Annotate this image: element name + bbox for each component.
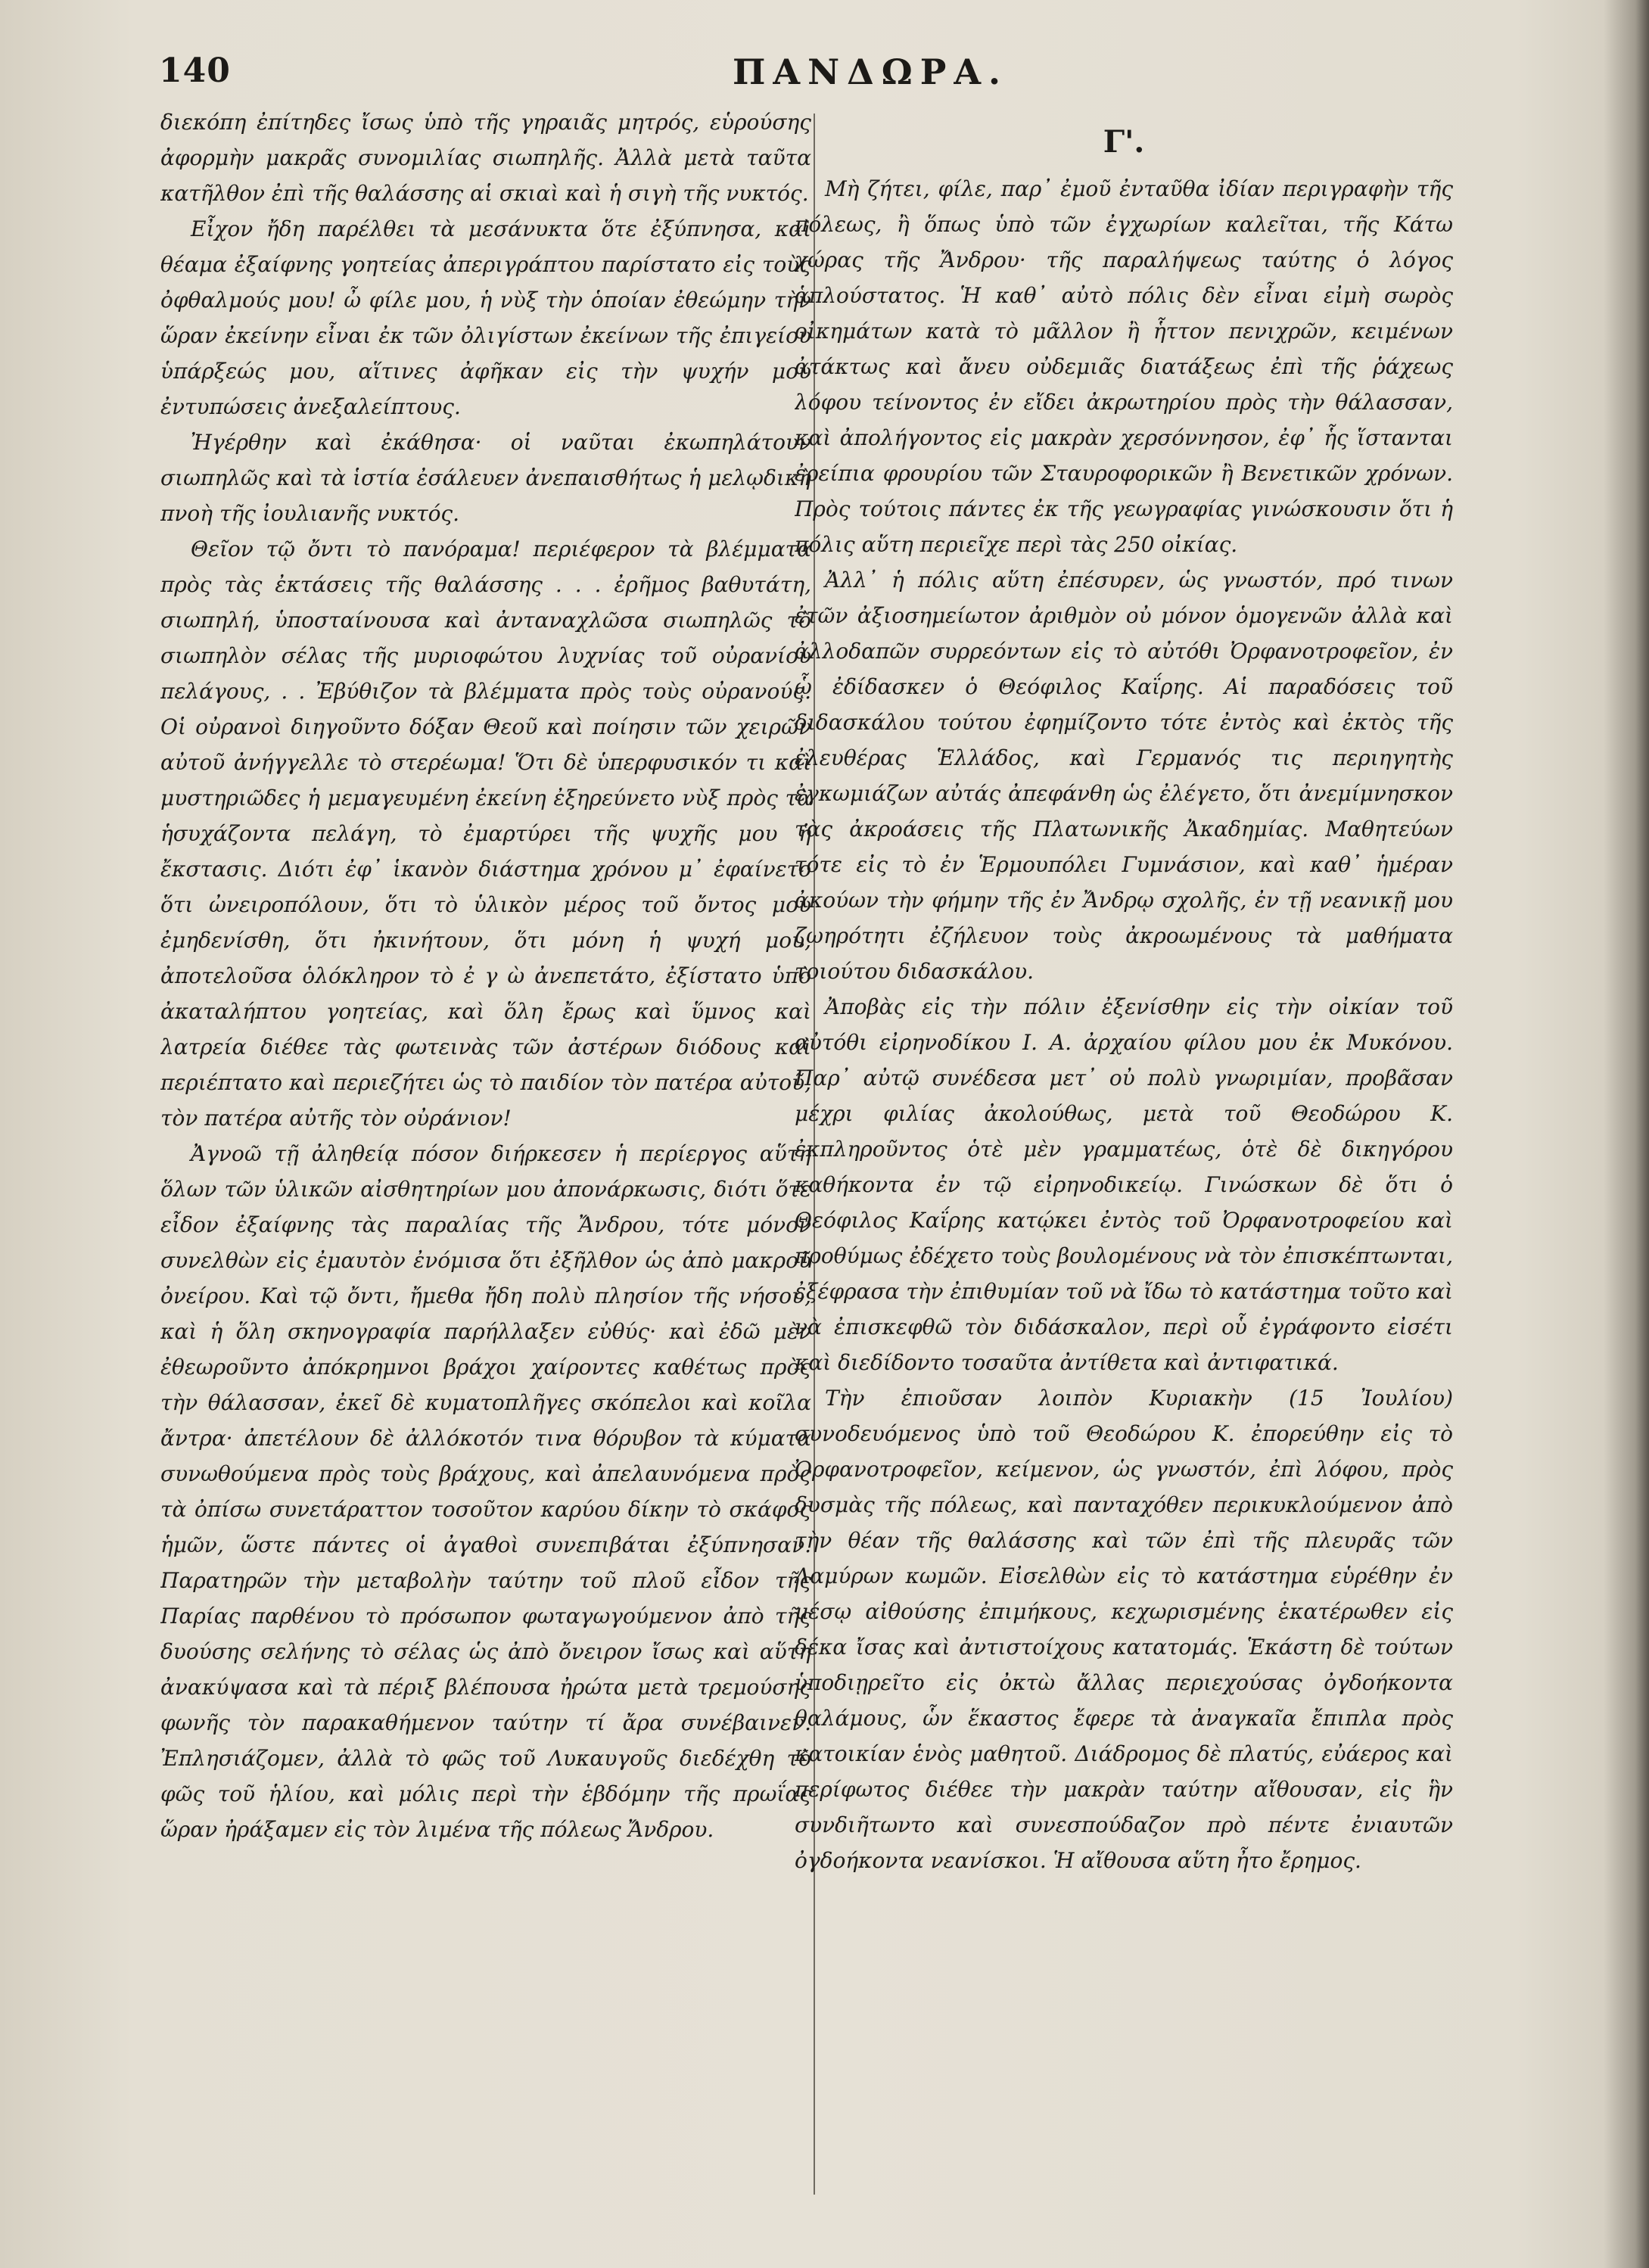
paragraph: Ἠγέρθην καὶ ἐκάθησα· οἱ ναῦται ἐκωπηλάτουν σιωπηλῶς καὶ τὰ ἱστία ἐσάλευεν ἀνεπαισθήτως ἡ μελῳδικὴ πνοὴ τῆς ἰουλιανῆς νυκτός. xyxy=(160,430,811,526)
paragraph: Ἀλλ᾽ ἡ πόλις αὕτη ἐπέσυρεν, ὡς γνωστόν, πρό τινων ἐτῶν ἀξιοσημείωτον ἀριθμὸν οὐ μόνον ὁμογενῶν ἀλλὰ καὶ ἀλλοδαπῶν συρρεόντων εἰς τὸ αὐτόθι Ὀρφανοτροφεῖον, ἐν ᾧ ἐδίδασκεν ὁ Θεόφιλος Καΐρης. Αἱ παραδόσεις τοῦ διδασκάλου τούτου ἐφημίζοντο τότε ἐντὸς καὶ ἐκτὸς τῆς ἐλευθέρας Ἑλλάδος, καὶ Γερμανός τις περιηγητὴς ἐγκωμιάζων αὐτάς ἀπεφάνθη ὡς ἐλέγετο, ὅτι ἀνεμίμνησκον τὰς ἀκροάσεις τῆς Πλατωνικῆς Ἀκαδημίας. Μαθητεύων τότε εἰς τὸ ἐν Ἑρμουπόλει Γυμνάσιον, καὶ καθ᾽ ἡμέραν ἀκούων τὴν φήμην τῆς ἐν Ἄνδρῳ σχολῆς, ἐν τῇ νεανικῇ μου ζωηρότητι ἐζήλευον τοὺς ἀκροωμένους τὰ μαθήματα τοιούτου διδασκάλου. xyxy=(795,568,1453,984)
page-header xyxy=(159,51,1582,112)
running-title: ΠΑΝΔΩΡΑ. xyxy=(732,51,1009,92)
paragraph: Μὴ ζήτει, φίλε, παρ᾽ ἐμοῦ ἐνταῦθα ἰδίαν περιγραφὴν τῆς πόλεως, ἢ ὅπως ὑπὸ τῶν ἐγχωρίων καλεῖται, τῆς Κάτω χώρας τῆς Ἄνδρου· τῆς παραλήψεως ταύτης ὁ λόγος ἁπλούστατος. Ἡ καθ᾽ αὐτὸ πόλις δὲν εἶναι εἰμὴ σωρὸς οἰκημάτων κατὰ τὸ μᾶλλον ἢ ἧττον πενιχρῶν, κειμένων ἀτάκτως καὶ ἄνευ οὐδεμιᾶς διατάξεως ἐπὶ τῆς ῥάχεως λόφου τείνοντος ἐν εἴδει ἀκρωτηρίου πρὸς τὴν θάλασσαν, καὶ ἀπολήγοντος εἰς μακρὰν χερσόννησον, ἐφ᾽ ἧς ἵστανται ἐρείπια φρουρίου τῶν Σταυροφορικῶν ἢ Βενετικῶν χρόνων. Πρὸς τούτοις πάντες ἐκ τῆς γεωγραφίας γινώσκουσιν ὅτι ἡ πόλις αὕτη περιεῖχε περὶ τὰς 250 οἰκίας. xyxy=(795,176,1453,557)
paragraph: Ἀγνοῶ τῇ ἀληθείᾳ πόσον διήρκεσεν ἡ περίεργος αὕτη ὅλων τῶν ὑλικῶν αἰσθητηρίων μου ἀπονάρκωσις, διότι ὅτε εἶδον ἐξαίφνης τὰς παραλίας τῆς Ἄνδρου, τότε μόνον συνελθὼν εἰς ἐμαυτὸν ἐνόμισα ὅτι ἐξῆλθον ὡς ἀπὸ μακροῦ ὀνείρου. Καὶ τῷ ὄντι, ἤμεθα ἤδη πολὺ πλησίον τῆς νήσου, καὶ ἡ ὅλη σκηνογραφία παρήλλαξεν εὐθύς· καὶ ἐδῶ μὲν ἐθεωροῦντο ἀπόκρημνοι βράχοι χαίροντες καθέτως πρὸς τὴν θάλασσαν, ἐκεῖ δὲ κυματοπλῆγες σκόπελοι καὶ κοῖλα ἄντρα· ἀπετέλουν δὲ ἀλλόκοτόν τινα θόρυβον τὰ κύματα συνωθούμενα πρὸς τοὺς βράχους, καὶ ἀπελαυνόμενα πρὸς τὰ ὀπίσω συνετάραττον τοσοῦτον καρύου δίκην τὸ σκάφος ἡμῶν, ὥστε πάντες οἱ ἀγαθοὶ συνεπιβάται ἐξύπνησαν. Παρατηρῶν τὴν μεταβολὴν ταύτην τοῦ πλοῦ εἶδον τῆς Παρίας παρθένου τὸ πρόσωπον φωταγωγούμενον ἀπὸ τῆς δυούσης σελήνης τὸ σέλας ὡς ἀπὸ ὄνειρον ἴσως καὶ αὕτη ἀνακύψασα καὶ τὰ πέριξ βλέπουσα ἠρώτα μετὰ τρεμούσης φωνῆς τὸν παρακαθήμενον ταύτην τί ἄρα συνέβαινεν. Ἐπλησιάζομεν, ἀλλὰ τὸ φῶς τοῦ Λυκαυγοῦς διεδέχθη τὸ φῶς τοῦ ἡλίου, καὶ μόλις περὶ τὴν ἑβδόμην τῆς πρωΐας ὥραν ἠράξαμεν εἰς τὸν λιμένα τῆς πόλεως Ἄνδρου. xyxy=(160,1141,811,1842)
page-number: 140 xyxy=(159,51,231,90)
binding-shadow xyxy=(1604,0,1649,2268)
paragraph: Θεῖον τῷ ὄντι τὸ πανόραμα! περιέφερον τὰ βλέμματα πρὸς τὰς ἐκτάσεις τῆς θαλάσσης . . . ἐρῆμος βαθυτάτη, σιωπηλή, ὑποσταίνουσα καὶ ἀνταναχλῶσα σιωπηλῶς τὸ σιωπηλὸν σέλας τῆς μυριοφώτου λυχνίας τοῦ οὐρανίου πελάγους, . . Ἐβύθιζον τὰ βλέμματα πρὸς τοὺς οὐρανούς. Οἱ οὐρανοὶ διηγοῦντο δόξαν Θεοῦ καὶ ποίησιν τῶν χειρῶν αὐτοῦ ἀνήγγελλε τὸ στερέωμα! Ὅτι δὲ ὑπερφυσικόν τι καὶ μυστηριῶδες ἡ μεμαγευμένη ἐκείνη ἐξηρεύνετο νὺξ πρὸς τὰ ἡσυχάζοντα πελάγη, τὸ ἐμαρτύρει τῆς ψυχῆς μου ἡ ἔκστασις. Διότι ἐφ᾽ ἱκανὸν διάστημα χρόνου μ᾽ ἐφαίνετο ὅτι ὠνειροπόλουν, ὅτι τὸ ὑλικὸν μέρος τοῦ ὄντος μου ἐμηδενίσθη, ὅτι ἠκινήτουν, ὅτι μόνη ἡ ψυχή μου, ἀποτελοῦσα ὁλόκληρον τὸ ἐ γ ὼ ἀνεπετάτο, ἐξίστατο ὑπὸ ἀκαταλήπτου γοητείας, καὶ ὅλη ἔρως καὶ ὕμνος καὶ λατρεία διέθεε τὰς φωτεινὰς τῶν ἀστέρων διόδους καὶ περιέπτατο καὶ περιεζήτει ὡς τὸ παιδίον τὸν πατέρα αὐτοῦ, τὸν πατέρα αὐτῆς τὸν οὐράνιον! xyxy=(160,537,811,1131)
right-column xyxy=(795,104,1453,2223)
paragraph: Ἀποβὰς εἰς τὴν πόλιν ἐξενίσθην εἰς τὴν οἰκίαν τοῦ αὐτόθι εἰρηνοδίκου Ι. Α. ἀρχαίου φίλου μου ἐκ Μυκόνου. Παρ᾽ αὐτῷ συνέδεσα μετ᾽ οὐ πολὺ γνωριμίαν, προβᾶσαν μέχρι φιλίας ἀκολούθως, μετὰ τοῦ Θεοδώρου Κ. ἐκπληροῦντος ὁτὲ μὲν γραμματέως, ὁτὲ δὲ δικηγόρου καθήκοντα ἐν τῷ εἰρηνοδικείῳ. Γινώσκων δὲ ὅτι ὁ Θεόφιλος Καΐρης κατῴκει ἐντὸς τοῦ Ὀρφανοτροφείου καὶ προθύμως ἐδέχετο τοὺς βουλομένους νὰ τὸν ἐπισκέπτωνται, ἐξέφρασα τὴν ἐπιθυμίαν τοῦ νὰ ἴδω τὸ κατάστημα τοῦτο καὶ νὰ ἐπισκεφθῶ τὸν διδάσκαλον, περὶ οὗ ἐγράφοντο εἰσέτι καὶ διεδίδοντο τοσαῦτα ἀντίθετα καὶ ἀντιφατικά. xyxy=(795,994,1453,1375)
paragraph: Τὴν ἐπιοῦσαν λοιπὸν Κυριακὴν (15 Ἰουλίου) συνοδευόμενος ὑπὸ τοῦ Θεοδώρου Κ. ἐπορεύθην εἰς τὸ Ὀρφανοτροφεῖον, κείμενον, ὡς γνωστόν, ἐπὶ λόφου, πρὸς δυσμὰς τῆς πόλεως, καὶ πανταχόθεν περικυκλούμενον ἀπὸ τὴν θέαν τῆς θαλάσσης καὶ τῶν ἐπὶ τῆς πλευρᾶς τῶν Λαμύρων κωμῶν. Εἰσελθὼν εἰς τὸ κατάστημα εὑρέθην ἐν μέσῳ αἰθούσης ἐπιμήκους, κεχωρισμένης ἑκατέρωθεν εἰς δέκα ἴσας καὶ ἀντιστοίχους κατατομάς. Ἑκάστη δὲ τούτων ὑποδιῃρεῖτο εἰς ὀκτὼ ἄλλας περιεχούσας ὀγδοήκοντα θαλάμους, ὧν ἕκαστος ἔφερε τὰ ἀναγκαῖα ἔπιπλα πρὸς κατοικίαν ἑνὸς μαθητοῦ. Διάδρομος δὲ πλατύς, εὐάερος καὶ περίφωτος διέθεε τὴν μακρὰν ταύτην αἴθουσαν, εἰς ἣν συνδιῆτωντο καὶ συνεσπούδαζον πρὸ πέντε ἐνιαυτῶν ὀγδοήκοντα νεανίσκοι. Ἡ αἴθουσα αὕτη ἦτο ἔρημος. xyxy=(795,1386,1453,1873)
section-heading: Γ'. xyxy=(1103,124,1145,160)
paragraph: Εἶχον ἤδη παρέλθει τὰ μεσάνυκτα ὅτε ἐξύπνησα, καὶ θέαμα ἐξαίφνης γοητείας ἀπεριγράπτου παρίστατο εἰς τοὺς ὀφθαλμούς μου! ὦ φίλε μου, ἡ νὺξ τὴν ὁποίαν ἐθεώμην τὴν ὥραν ἐκείνην εἶναι ἐκ τῶν ὀλιγίστων ἐκείνων τῆς ἐπιγείου ὑπάρξεώς μου, αἵτινες ἀφῆκαν εἰς τὴν ψυχήν μου ἐντυπώσεις ἀνεξαλείπτους. xyxy=(160,216,811,419)
paragraph: διεκόπη ἐπίτηδες ἴσως ὑπὸ τῆς γηραιᾶς μητρός, εὑρούσης ἀφορμὴν μακρᾶς συνομιλίας σιωπηλῆς. Ἀλλὰ μετὰ ταῦτα κατῆλθον ἐπὶ τῆς θαλάσσης αἱ σκιαὶ καὶ ἡ σιγὴ τῆς νυκτός. xyxy=(160,110,811,206)
left-column xyxy=(160,104,811,2223)
